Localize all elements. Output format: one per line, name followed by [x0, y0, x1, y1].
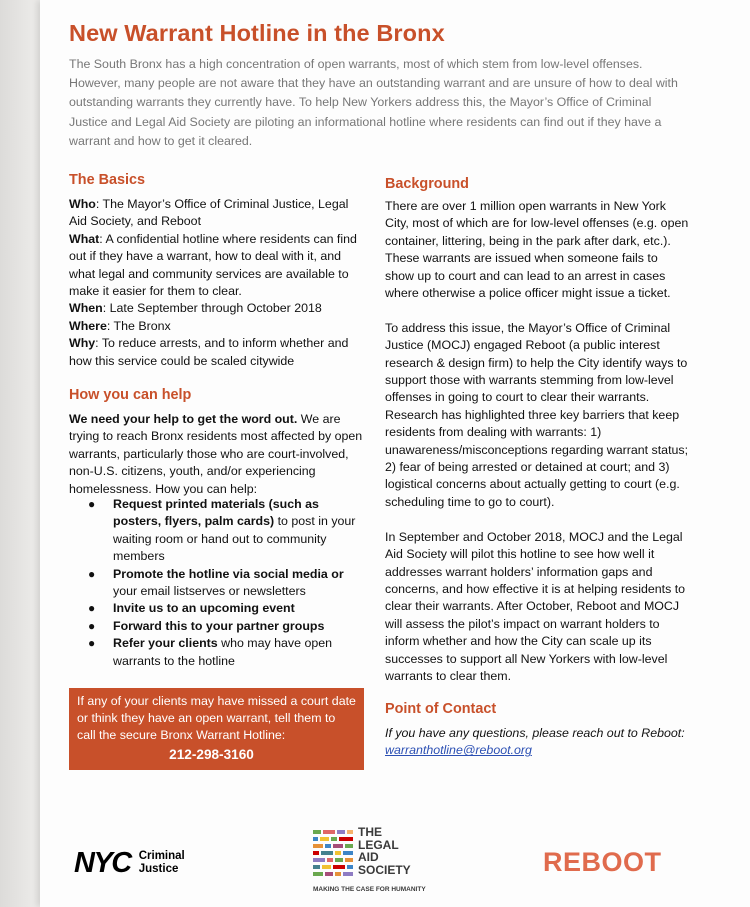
contact-section	[385, 725, 690, 760]
basics-who	[69, 196, 369, 231]
when-label: When	[69, 301, 103, 316]
help-lead-bold: We need your help to get the word out.	[69, 412, 298, 426]
contact-heading: Point of Contact	[385, 701, 497, 717]
help-item-text: who may have open warrants to the hotline	[113, 636, 333, 668]
page-edge-shadow	[0, 0, 40, 907]
las-line-3: AID	[358, 850, 379, 865]
las-line-1: THE	[358, 825, 382, 839]
why-label: Why	[69, 336, 96, 351]
background-paragraph-1: There are over 1 million open warrants in New York City, most of which are for low-level offenses (e.g. open container, littering, being in the park after dark, etc.). These warrants are issued when someone fails to show up to court and can lead to an arrest in cases where otherwise a police officer might issue a ticket.	[385, 199, 689, 301]
nyc-mark: NYC	[74, 847, 131, 879]
callout-text: If any of your clients may have missed a court date or think they have an open warrant, tell them to call the secure Bronx Warrant Hotline:	[77, 694, 356, 743]
hotline-callout	[69, 688, 364, 770]
where-text: : The Bronx	[106, 318, 171, 333]
help-item-bold: Invite us to an upcoming event	[113, 601, 295, 616]
contact-lead: If you have any questions, please reach out to Reboot:	[385, 726, 685, 740]
why-text: : To reduce arrests, and to inform whether and how this service could be scaled citywide	[69, 336, 349, 368]
help-item-text: to post in your waiting room or hand out to community members	[113, 514, 356, 564]
page-title: New Warrant Hotline in the Bronx	[69, 20, 445, 46]
contact-email-link[interactable]: warranthotline@reboot.org	[385, 743, 532, 758]
what-label: What	[69, 231, 100, 246]
legal-aid-grid-icon	[313, 830, 353, 880]
where-label: Where	[69, 318, 107, 333]
bullet-icon: ●	[88, 497, 96, 511]
help-item-bold: Forward this to your partner groups	[113, 618, 325, 633]
hotline-phone[interactable]: 212-298-3160	[169, 746, 254, 762]
reboot-logo: REBOOT	[543, 847, 662, 877]
list-item	[69, 496, 369, 566]
help-item-text: your email listserves or newsletters	[113, 584, 306, 599]
help-item-bold: Promote the hotline via social media or	[113, 566, 344, 581]
legal-aid-wordmark	[358, 826, 411, 876]
bullet-icon: ●	[88, 618, 96, 633]
basics-why	[69, 335, 369, 370]
background-heading: Background	[385, 176, 469, 192]
nyc-logo-line-2: Justice	[138, 863, 179, 875]
nyc-criminal-justice-logo	[74, 848, 185, 878]
help-heading: How you can help	[69, 387, 192, 403]
background-section	[385, 198, 690, 685]
nyc-logo-text	[139, 850, 185, 876]
basics-what	[69, 231, 369, 301]
basics-heading: The Basics	[69, 172, 145, 188]
intro-paragraph: The South Bronx has a high concentration of open warrants, most of which stem from low-level offenses. However, many people are not aware that they have an outstanding warrant and are unsure of how to deal with outstanding warrants they currently have. To help New Yorkers address this, the Mayor’s Office of Criminal Justice and Legal Aid Society are piloting an informational hotline where residents can find out if they have a warrant and how to get it cleared.	[69, 57, 678, 148]
background-paragraph-3: In September and October 2018, MOCJ and the Legal Aid Society will pilot this hotline to see how well it addresses warrant holders’ information gaps and concerns, and how effective it is at helping residents to clear their warrants. After October, Reboot and MOCJ will assess the pilot’s impact on warrant holders to inform whether and how the City can scale up its successes to support all New Yorkers with low-level warrants to clear them.	[385, 529, 686, 683]
when-text: : Late September through October 2018	[102, 301, 322, 316]
list-item	[69, 618, 369, 635]
what-text: : A confidential hotline where residents can find out if they have a warrant, how to deal with it, and what legal and community services are available to make it easier for them to clear.	[69, 231, 357, 299]
help-list	[69, 496, 369, 670]
bullet-icon: ●	[88, 636, 96, 651]
las-line-2: LEGAL	[358, 837, 399, 852]
help-item-bold: Request printed materials (such as posters, flyers, palm cards)	[113, 497, 319, 529]
help-item-bold: Refer your clients	[113, 636, 218, 651]
legal-aid-tagline: MAKING THE CASE FOR HUMANITY	[313, 886, 426, 893]
bullet-icon: ●	[88, 601, 96, 616]
help-lead-text: We are trying to reach Bronx residents most affected by open warrants, particularly those who are court-involved, non-U.S. citizens, youth, and/or experiencing homelessness. How you can help:	[69, 412, 363, 496]
list-item	[69, 566, 369, 601]
help-lead	[69, 411, 369, 498]
basics-when	[69, 300, 369, 317]
who-label: Who	[69, 197, 96, 211]
list-item	[69, 635, 369, 670]
bullet-icon: ●	[88, 566, 96, 581]
basics-section	[69, 196, 369, 370]
las-line-4: SOCIETY	[358, 862, 411, 877]
background-paragraph-2: To address this issue, the Mayor’s Office of Criminal Justice (MOCJ) engaged Reboot (a public interest research & design firm) to help the City identify ways to support those with warrants stemming from low-level offenses in going to court to clear their warrants. Research has highlighted three key barriers that keep residents from dealing with warrants: 1) unawareness/misconceptions regarding warrant status; 2) fear of being arrested or detained at court; and 3) logistical concerns about actually getting to court (e.g. scheduling time to go to court).	[385, 320, 689, 509]
who-text: : The Mayor’s Office of Criminal Justice, Legal Aid Society, and Reboot	[69, 197, 349, 229]
basics-where	[69, 318, 369, 335]
nyc-logo-line-1: Criminal	[138, 850, 185, 862]
list-item	[69, 600, 369, 617]
